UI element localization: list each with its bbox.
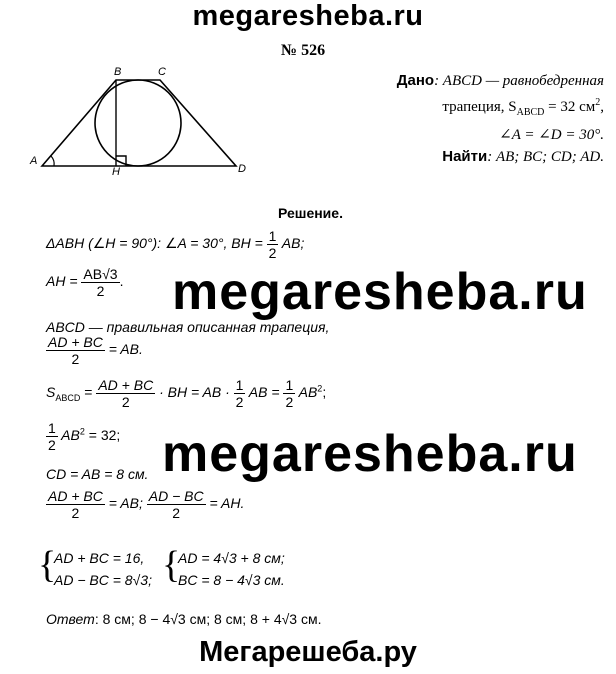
l4-fraction: $\frac{AD + BC}{2}$	[48, 334, 103, 367]
system-2-row-1: AD = 4√3 + 8 см;	[178, 550, 285, 566]
solution-line-2	[46, 266, 123, 299]
l6-sup: 2	[79, 426, 85, 437]
l6-tail: = 32;	[84, 427, 121, 444]
l7-text: CD = AB = 8 см.	[46, 466, 149, 482]
l5-sub: ABCD	[55, 393, 81, 403]
label-a: A	[30, 155, 38, 167]
l8-fraction-2: $\frac{AD - BC}{2}$	[148, 488, 204, 521]
label-d: D	[238, 163, 246, 175]
trapezoid-outline	[42, 80, 236, 166]
answer-label: Ответ	[46, 611, 95, 627]
solution-line-6	[46, 420, 120, 453]
l2-text: AH =	[46, 273, 82, 290]
l6-fraction: $\frac{1}{2}$	[48, 420, 56, 453]
given-line-2	[397, 92, 604, 124]
l8-fraction-1: $\frac{AD + BC}{2}$	[48, 488, 103, 521]
answer-line	[46, 611, 321, 627]
l5-fraction-1: $\frac{AD + BC}{2}$	[98, 377, 154, 410]
solution-line-4	[46, 334, 143, 367]
l4-tail: = AB.	[104, 341, 143, 358]
problem-number: № 526	[281, 42, 326, 59]
l2-fraction: $\frac{AB√3}{2}$	[83, 266, 118, 299]
watermark-mid-2: megaresheba.ru	[162, 425, 578, 483]
solution-line-3	[46, 319, 329, 335]
given-line-3	[397, 124, 604, 146]
label-h: H	[112, 166, 120, 178]
l5-eq: =	[80, 384, 97, 401]
angle-a-mark	[51, 156, 54, 166]
l6-ab: AB	[57, 427, 80, 444]
watermark-top: megaresheba.ru	[192, 0, 424, 32]
inscribed-circle	[95, 80, 181, 166]
system-2-row-2: BC = 8 − 4√3 см.	[178, 572, 285, 588]
solution-line-7	[46, 466, 148, 482]
given-tail: ,	[600, 99, 604, 115]
given-area: = 32 см	[544, 99, 596, 115]
label-b: B	[114, 66, 122, 78]
l5-mid2: AB =	[245, 384, 284, 401]
solution-line-1	[46, 228, 304, 261]
l3-text: ABCD — правильная описанная трапеция,	[46, 319, 330, 335]
given-sup: 2	[595, 97, 601, 108]
system-1-row-2: AD − BC = 8√3;	[54, 572, 152, 588]
l5-s: S	[46, 384, 56, 401]
l1-fraction: $\frac{1}{2}$	[268, 228, 277, 261]
trapezoid-figure	[28, 62, 260, 180]
answer-text: : 8 см; 8 − 4√3 см; 8 см; 8 + 4√3 см.	[94, 611, 322, 627]
given-angles: ∠A = ∠D = 30°.	[499, 127, 604, 143]
l5-fraction-3: $\frac{1}{2}$	[285, 377, 294, 410]
l1-tail: AB;	[278, 235, 305, 252]
given-text-1: : ABCD — равнобедренная	[434, 73, 604, 89]
system-1-row-1: AD + BC = 16,	[54, 550, 145, 566]
given-text-2: трапеция, S	[442, 99, 517, 115]
l5-sup: 2	[317, 383, 323, 394]
given-line-1	[397, 70, 604, 92]
watermark-bottom: Мегарешеба.ру	[199, 636, 417, 668]
find-line	[397, 146, 604, 168]
solution-line-8	[46, 488, 244, 521]
given-block	[397, 70, 604, 168]
l1-text: ΔABH (∠H = 90°): ∠A = 30°, BH =	[46, 235, 267, 252]
l5-tail: ;	[322, 384, 327, 401]
l5-fraction-2: $\frac{1}{2}$	[235, 377, 244, 410]
l8-tail: = AH.	[205, 495, 245, 512]
solution-line-5	[46, 377, 326, 410]
brace-2: {	[162, 544, 181, 586]
l5-mid: · BH = AB ·	[155, 384, 234, 401]
l5-ab: AB	[295, 384, 318, 401]
given-sub: ABCD	[516, 107, 545, 118]
given-label: Дано	[396, 72, 435, 89]
find-label: Найти	[442, 148, 488, 165]
find-text: : AB; BC; CD; AD.	[487, 149, 604, 165]
brace-1: {	[38, 544, 57, 586]
solution-title: Решение.	[278, 205, 343, 221]
l8-mid: = AB;	[104, 495, 147, 512]
label-c: C	[158, 66, 166, 78]
l2-tail: .	[119, 273, 124, 290]
watermark-mid-1: megaresheba.ru	[172, 263, 588, 321]
